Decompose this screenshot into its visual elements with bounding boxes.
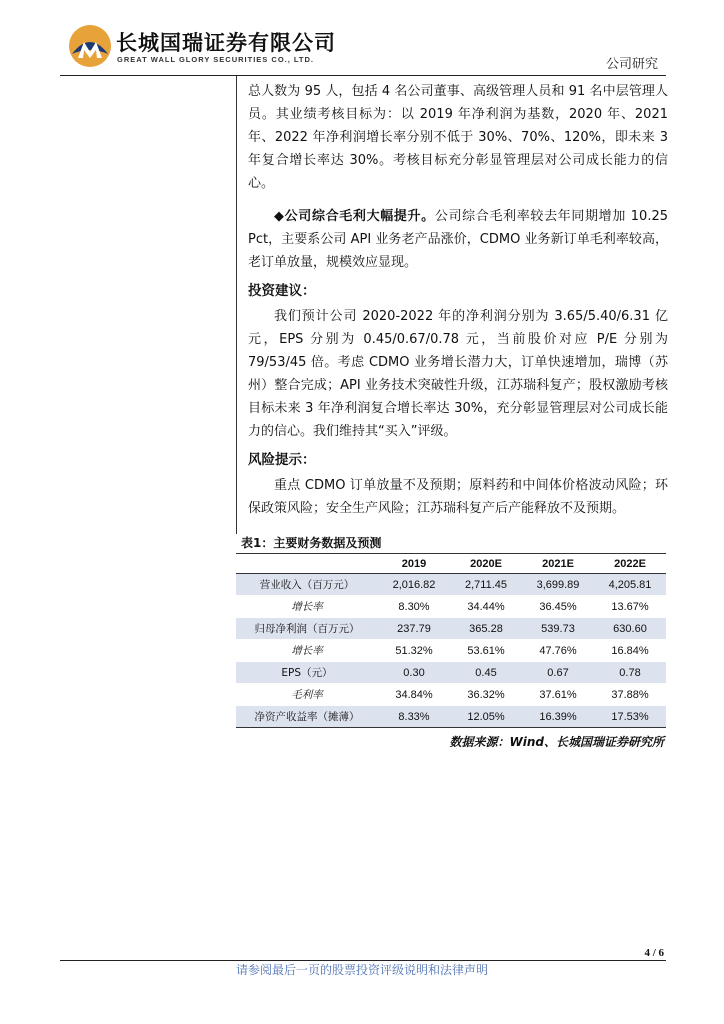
page-header (0, 0, 724, 80)
table-cell: 13.67% (594, 596, 666, 618)
page-number: 4 / 6 (644, 947, 664, 959)
table-cell: 8.33% (378, 706, 450, 728)
gross-margin-text: 公司综合毛利率较去年同期增加 10.25 Pct，主要系公司 API 业务老产品涨价，CDMO 业务新订单毛利率较高，老订单放量，规模效应显现。 (248, 209, 668, 270)
table-cell: 539.73 (522, 618, 594, 640)
company-name-cn: 长城国瑞证券有限公司 (116, 31, 336, 55)
header-cell: 2022E (594, 554, 666, 574)
table-row (236, 684, 666, 706)
table-row (236, 662, 666, 684)
header-cell (236, 554, 378, 574)
row-label: 增长率 (236, 640, 378, 662)
table-cell: 2,711.45 (450, 574, 522, 596)
table-cell: 17.53% (594, 706, 666, 728)
header-cell: 2020E (450, 554, 522, 574)
row-label: 增长率 (236, 596, 378, 618)
table-cell: 2,016.82 (378, 574, 450, 596)
table-cell: 0.45 (450, 662, 522, 684)
table-cell: 53.61% (450, 640, 522, 662)
gross-margin-heading: ◆公司综合毛利大幅提升。 (274, 209, 435, 224)
table-cell: 36.45% (522, 596, 594, 618)
company-logo-icon (68, 24, 112, 68)
table-cell: 0.30 (378, 662, 450, 684)
report-body (248, 80, 668, 520)
row-label: 毛利率 (236, 684, 378, 706)
table-cell: 34.44% (450, 596, 522, 618)
table-cell: 4,205.81 (594, 574, 666, 596)
report-type: 公司研究 (605, 57, 658, 72)
paragraph-gross-margin (248, 205, 668, 274)
risk-title: 风险提示： (248, 452, 316, 468)
invest-advice-text: 我们预计公司 2020-2022 年的净利润分别为 3.65/5.40/6.31 亿元，EPS 分别为 0.45/0.67/0.78 元，当前股价对应 P/E 分别为 79/53/45 倍。考虑 CDMO 业务增长潜力大，订单快速增加，瑞博（苏州）整合完成；API 业务技术突破性升级，江苏瑞科复产；股权激励考核目标未来 3 年净利润复合增长率达 30%，充分彰显管理层对公司成长能力的信心。我们维持其“买入”评级。 (248, 309, 668, 439)
invest-advice-title: 投资建议： (248, 283, 316, 299)
table-cell: 37.61% (522, 684, 594, 706)
table-cell: 36.32% (450, 684, 522, 706)
content-left-rule (236, 76, 237, 534)
table-cell: 47.76% (522, 640, 594, 662)
paragraph-incentive: 总人数为 95 人，包括 4 名公司董事、高级管理人员和 91 名中层管理人员。其业绩考核目标为：以 2019 年净利润为基数，2020 年、2021 年、2022 年净利润增长率分别不低于 30%、70%、120%，即未来 3 年复合增长率达 30%。考核目标充分彰显管理层对公司成长能力的信心。 (248, 84, 668, 191)
data-source: 数据来源：Wind、长城国瑞证券研究所 (449, 735, 664, 749)
table-cell: 34.84% (378, 684, 450, 706)
header-cell: 2019 (378, 554, 450, 574)
table-row (236, 596, 666, 618)
table-row (236, 640, 666, 662)
row-label: EPS（元） (236, 662, 378, 684)
table-cell: 37.88% (594, 684, 666, 706)
table-cell: 16.39% (522, 706, 594, 728)
table-caption: 表1：主要财务数据及预测 (241, 536, 382, 550)
row-label: 营业收入（百万元） (236, 574, 378, 596)
table-cell: 630.60 (594, 618, 666, 640)
table-row (236, 574, 666, 596)
table-cell: 3,699.89 (522, 574, 594, 596)
company-name-en: GREAT WALL GLORY SECURITIES CO., LTD. (117, 55, 315, 64)
table-cell: 0.67 (522, 662, 594, 684)
financial-table (236, 553, 666, 728)
table-cell: 0.78 (594, 662, 666, 684)
table-cell: 12.05% (450, 706, 522, 728)
header-divider (60, 75, 666, 76)
table-row (236, 618, 666, 640)
table-cell: 365.28 (450, 618, 522, 640)
table-row (236, 706, 666, 728)
table-cell: 8.30% (378, 596, 450, 618)
header-cell: 2021E (522, 554, 594, 574)
row-label: 归母净利润（百万元） (236, 618, 378, 640)
footer-disclaimer-link[interactable]: 请参阅最后一页的股票投资评级说明和法律声明 (235, 963, 488, 977)
table-cell: 51.32% (378, 640, 450, 662)
row-label: 净资产收益率（摊薄） (236, 706, 378, 728)
table-cell: 16.84% (594, 640, 666, 662)
table-header-row (236, 554, 666, 574)
table-cell: 237.79 (378, 618, 450, 640)
risk-text: 重点 CDMO 订单放量不及预期；原料药和中间体价格波动风险；环保政策风险；安全生产风险；江苏瑞科复产后产能释放不及预期。 (248, 478, 668, 516)
